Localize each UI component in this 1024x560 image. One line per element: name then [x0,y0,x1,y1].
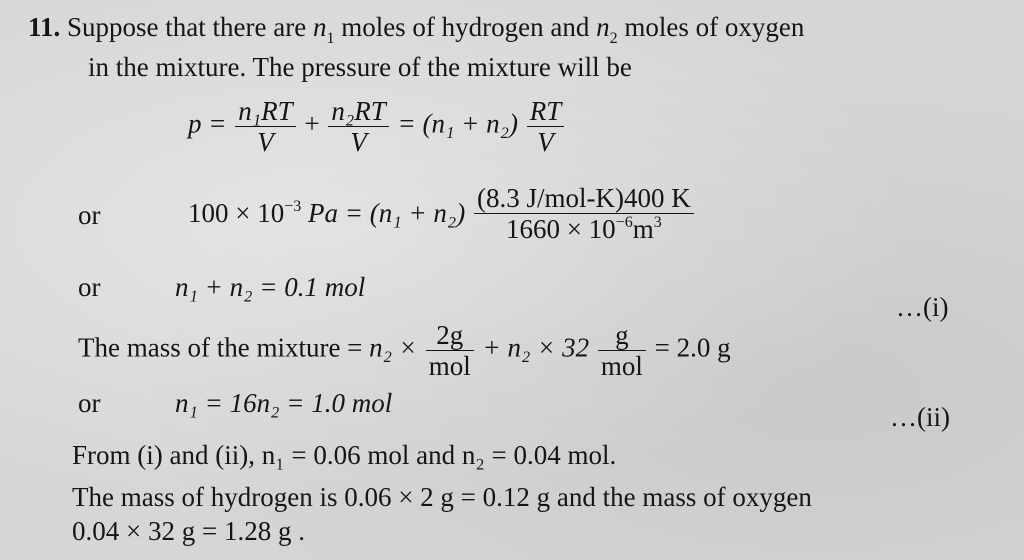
eq2-or: or [78,200,101,230]
conclusion-line-2: The mass of hydrogen is 0.06 × 2 g = 0.12 g and the mass of oxygen [72,482,812,512]
eq4-term1: n₂ × [369,332,418,363]
eq2-denominator: $1660 \times 10^{-6}m^3$ [505,214,662,244]
eq4-f2-numerator: g [598,320,646,351]
eq1-f2-denominator: V [350,127,367,157]
problem-number: 11. [28,12,61,42]
problem-statement-line-2: in the mixture. The pressure of the mixture will be [88,52,632,82]
eq1-fraction-3 [527,96,565,157]
eq1-f1-denominator: V [257,127,274,157]
conclusion-line-1: From (i) and (ii), n₁ = 0.06 mol and n₂ = 0.04 mol. [72,440,617,470]
eq2-lhs: $100 \times 10^{-3}$ Pa = (n₁ + n₂) [188,198,466,229]
eq4-term2: + n₂ × 32 [482,332,590,363]
eq4-lhs: The mass of the mixture = [78,332,363,363]
eq5-tag: …(ii) [890,402,950,432]
eq4-f1-numerator: 2g [426,320,474,351]
eq4-rhs: = 2.0 g [654,332,731,363]
pressure-substitution-equation [188,183,696,249]
eq2-fraction [474,183,694,249]
intro-text-1: Suppose that there are [67,12,307,42]
eq1-fraction-1 [235,96,295,157]
eq3-or: or [78,272,101,302]
var-n2: $n_2$ [596,12,618,47]
var-n1: $n_1$ [312,12,335,47]
mass-equation [78,320,731,381]
eq4-fraction-2 [598,320,646,381]
eq1-f1-numerator: n₁RT [235,96,295,127]
eq3-expression: n₁ + n₂ = 0.1 mol [175,272,366,302]
eq1-f3-numerator: RT [527,96,565,127]
eq1-f2-numerator: n₂RT [328,96,388,127]
eq2-numerator: (8.3 J/mol-K)400 K [474,183,694,214]
eq3-tag: …(i) [896,292,949,322]
pressure-equation [188,96,566,157]
conclusion-line-3: 0.04 × 32 g = 1.28 g . [72,516,305,546]
eq4-f2-denominator: mol [600,351,643,381]
eq5-expression: n₁ = 16n₂ = 1.0 mol [175,388,393,418]
eq1-middle: = (n₁ + n₂) [397,108,518,139]
problem-statement-line-1 [28,12,804,47]
eq1-plus: + [304,108,320,139]
eq1-lhs: p = [188,108,227,139]
eq5-or: or [78,388,101,418]
eq1-fraction-2 [328,96,388,157]
eq4-fraction-1 [426,320,474,381]
eq1-f3-denominator: V [537,127,554,157]
intro-text-2: moles of hydrogen and [341,12,590,42]
intro-text-3: moles of oxygen [624,12,805,42]
eq4-f1-denominator: mol [428,351,471,381]
